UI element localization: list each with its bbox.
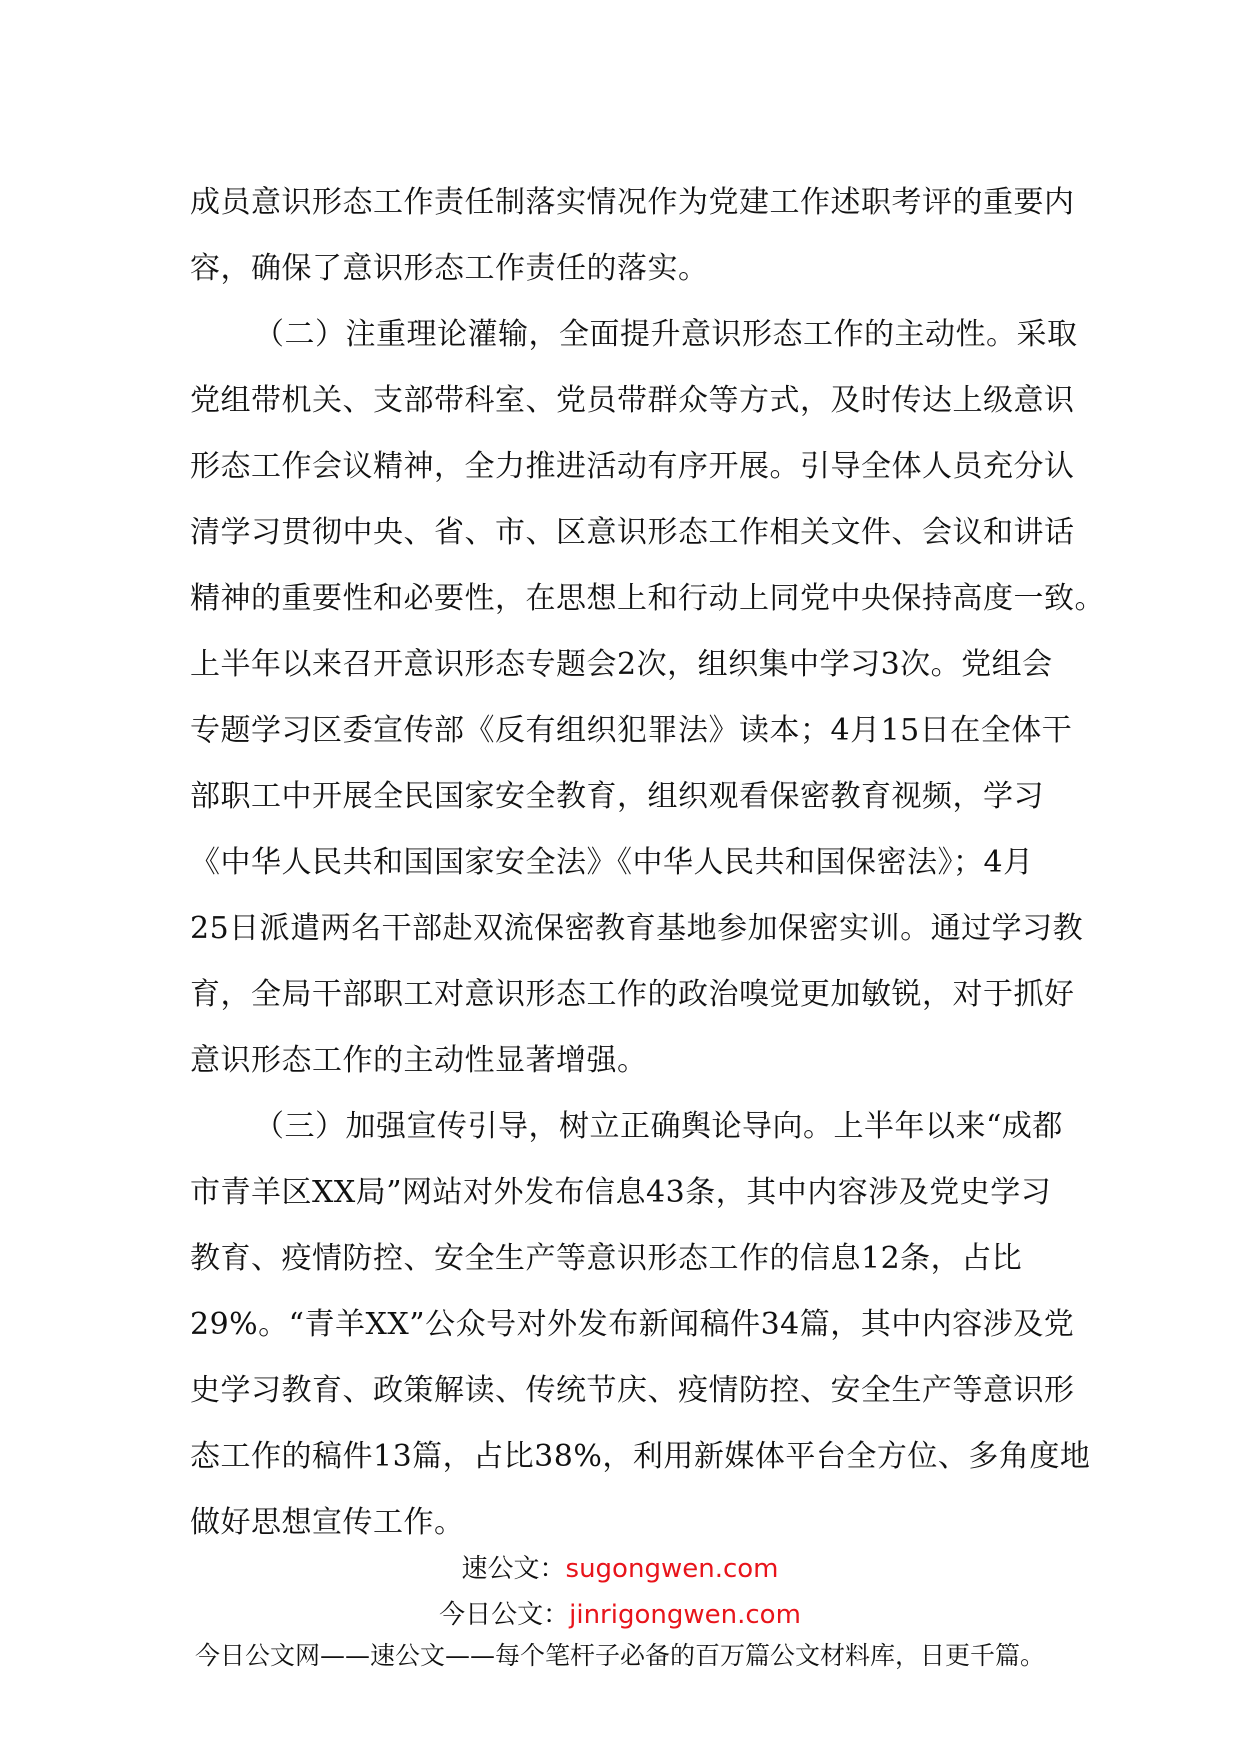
- text-line: 态工作的稿件13篇，占比38%，利用新媒体平台全方位、多角度地: [190, 1439, 1091, 1474]
- footer-link-jinrigongwen[interactable]: jinrigongwen.com: [569, 1600, 801, 1630]
- footer-tagline: 今日公文网——速公文——每个笔杆子必备的百万篇公文材料库，日更千篇。: [194, 1641, 1045, 1670]
- text-line: 意识形态工作的主动性显著增强。: [190, 1043, 648, 1078]
- text-line: 清学习贯彻中央、省、市、区意识形态工作相关文件、会议和讲话: [190, 515, 1075, 550]
- text-line: 史学习教育、政策解读、传统节庆、疫情防控、安全生产等意识形: [190, 1373, 1075, 1408]
- text-line: 25日派遣两名干部赴双流保密教育基地参加保密实训。通过学习教: [190, 911, 1084, 946]
- footer-link-sugongwen[interactable]: sugongwen.com: [565, 1554, 779, 1584]
- text-line: 育，全局干部职工对意识形态工作的政治嗅觉更加敏锐，对于抓好: [190, 977, 1075, 1012]
- text-line: 上半年以来召开意识形态专题会2次，组织集中学习3次。党组会: [190, 647, 1053, 682]
- text-line: 精神的重要性和必要性，在思想上和行动上同党中央保持高度一致。: [190, 581, 1105, 616]
- text-line: 形态工作会议精神，全力推进活动有序开展。引导全体人员充分认: [190, 449, 1075, 484]
- text-line: 成员意识形态工作责任制落实情况作为党建工作述职考评的重要内: [190, 185, 1075, 220]
- text-line: 教育、疫情防控、安全生产等意识形态工作的信息12条，占比: [190, 1241, 1023, 1276]
- text-line: 容，确保了意识形态工作责任的落实。: [190, 251, 709, 286]
- document-body: [190, 170, 1105, 1556]
- text-line: 做好思想宣传工作。: [190, 1505, 465, 1540]
- text-line: 市青羊区XX局”网站对外发布信息43条，其中内容涉及党史学习: [190, 1175, 1052, 1210]
- section-heading-line: （三）加强宣传引导，树立正确舆论导向。上半年以来“成都: [254, 1109, 1063, 1144]
- footer-label: 速公文：: [461, 1554, 566, 1584]
- footer-sugongwen: [0, 1548, 1240, 1585]
- footer-jinrigongwen: [0, 1594, 1240, 1631]
- text-line: 《中华人民共和国国家安全法》《中华人民共和国保密法》；4月: [190, 845, 1034, 880]
- text-line: 部职工中开展全民国家安全教育，组织观看保密教育视频，学习: [190, 779, 1044, 814]
- footer-label: 今日公文：: [439, 1600, 570, 1630]
- text-line: 党组带机关、支部带科室、党员带群众等方式，及时传达上级意识: [190, 383, 1075, 418]
- text-line: 专题学习区委宣传部《反有组织犯罪法》读本；4月15日在全体干: [190, 713, 1073, 748]
- text-line: 29%。“青羊XX”公众号对外发布新闻稿件34篇，其中内容涉及党: [190, 1307, 1075, 1342]
- section-heading-line: （二）注重理论灌输，全面提升意识形态工作的主动性。采取: [254, 317, 1078, 352]
